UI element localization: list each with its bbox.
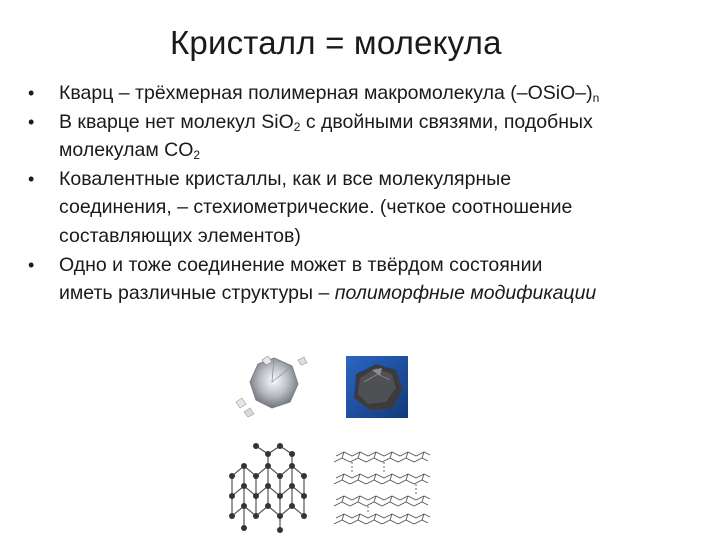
bullet-text-line2: иметь различные структуры –	[59, 282, 335, 305]
bullet-text: Кварц – трёхмерная полимерная макромолекула (–OSiO–)	[59, 82, 593, 104]
bullet-text-italic: полиморфные модификации	[334, 282, 597, 305]
bullet-text: В кварце нет молекул SiO	[59, 110, 294, 133]
subscript: 2	[193, 148, 201, 163]
diamond-lattice-icon	[222, 436, 322, 536]
subscript: n	[592, 91, 600, 105]
graphite-layers-icon	[330, 448, 434, 528]
bullet-dot-icon: •	[28, 168, 35, 189]
graphite-photo	[346, 356, 408, 418]
bullet-text-cont: с двойными связями, подобных	[300, 110, 593, 133]
bullet-dot-icon: •	[28, 254, 35, 275]
diamond-crystal-photo	[228, 352, 320, 420]
bullet-text-line3: составляющих элементов)	[59, 224, 301, 247]
bullet-text: Ковалентные кристаллы, как и все молекулярные	[59, 167, 512, 190]
bullet-dot-icon: •	[28, 83, 35, 103]
bullet-text-line2: молекулам CO	[59, 139, 194, 162]
slide-title: Кристалл = молекула	[170, 24, 502, 61]
bullet-text: Одно и тоже соединение может в твёрдом состоянии	[59, 253, 543, 276]
subscript: 2	[293, 119, 301, 134]
bullet-dot-icon: •	[28, 111, 35, 132]
bullet-text-line2: соединения, – стехиометрические. (четкое соотношение	[59, 196, 573, 219]
